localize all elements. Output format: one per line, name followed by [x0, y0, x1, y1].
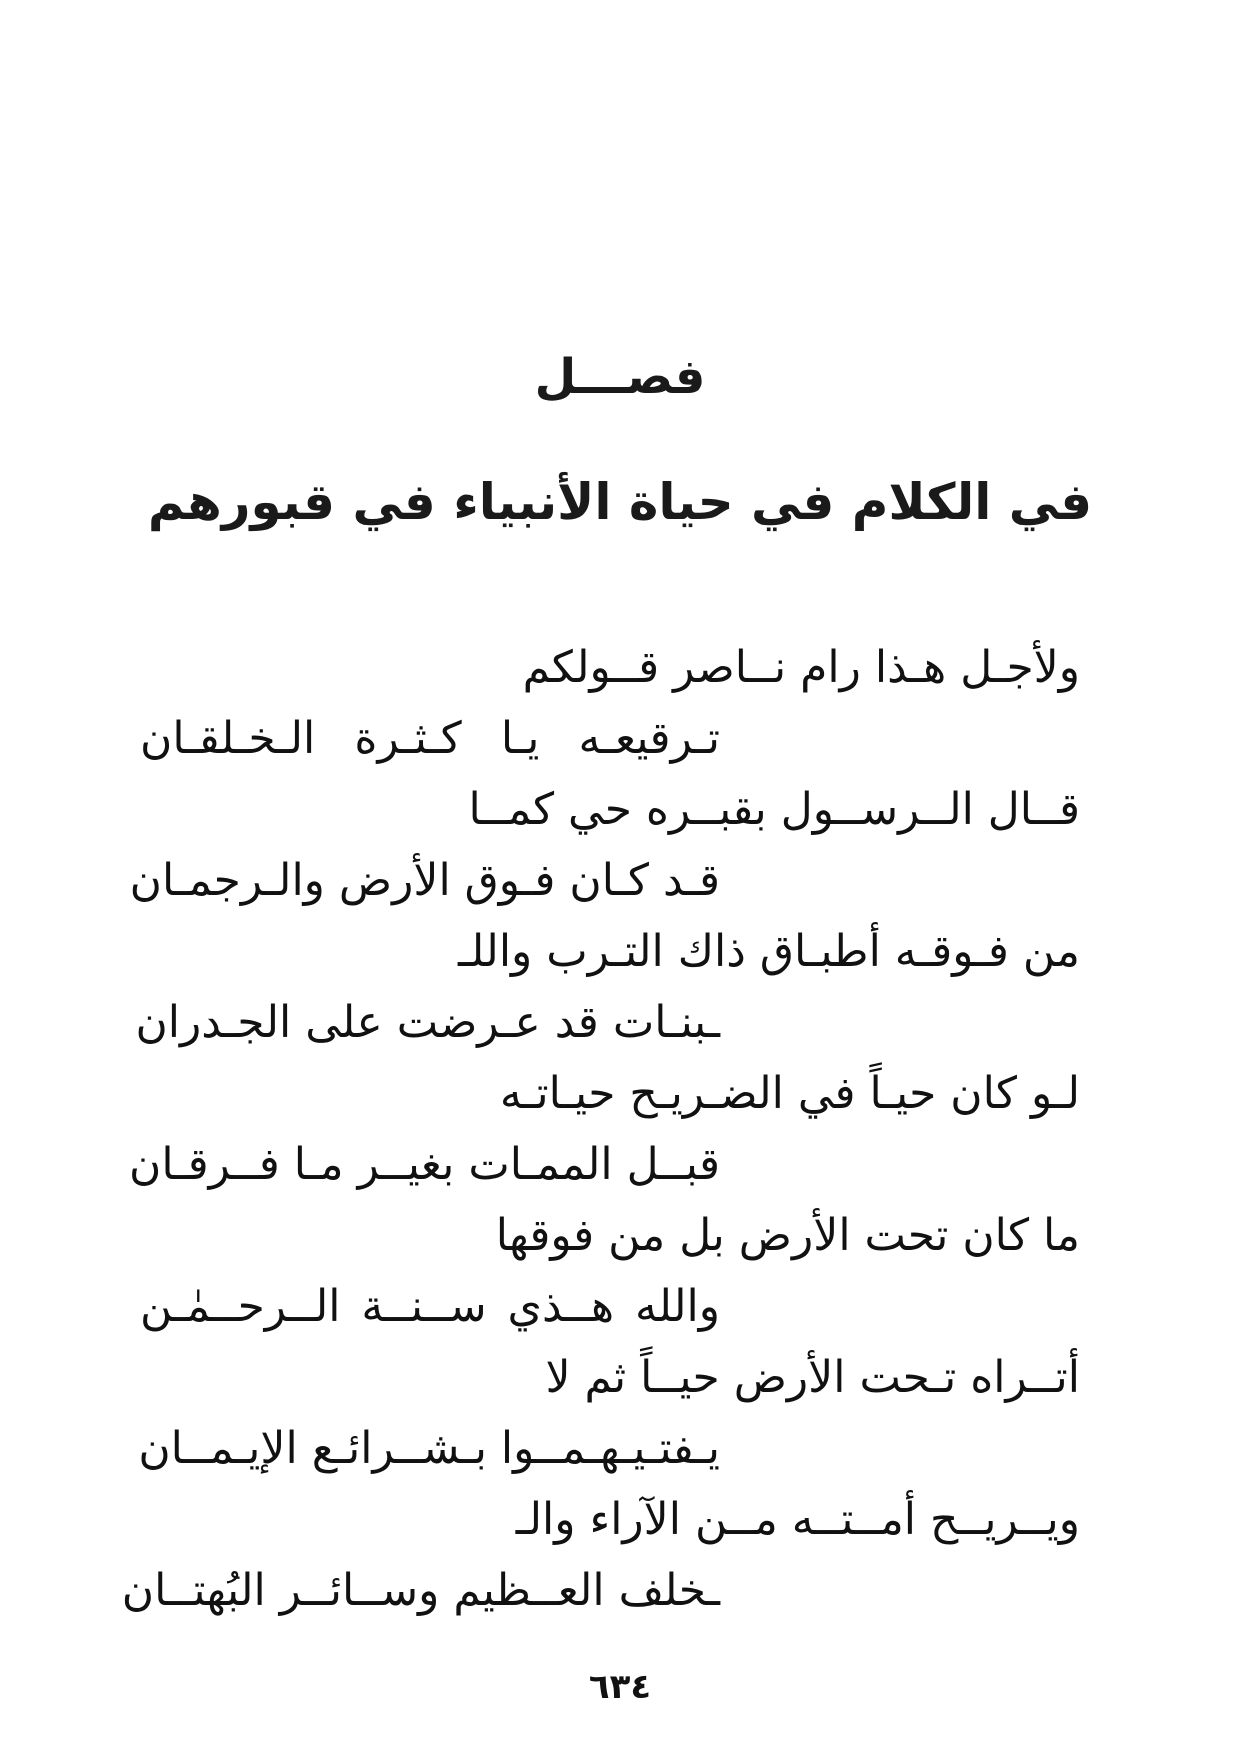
poem: [121, 632, 1080, 1637]
verse-2: [129, 774, 1080, 916]
verse-3: [135, 916, 1080, 1058]
verse-5-first-hemistich: ما كان تحت الأرض بل من فوقها: [495, 1210, 1080, 1261]
verse-7: [121, 1484, 1080, 1626]
verse-4-second-hemistich: قبــل الممـات بغيــر مـا فــرقـان: [129, 1139, 720, 1190]
verse-7-first-hemistich: ويــريــح أمــتــه مــن الآراء والـ: [515, 1494, 1080, 1545]
page-number: ٦٣٤: [588, 1667, 652, 1707]
verse-7-second-hemistich: ـخلف العــظيم وســائــر البُهتــان: [121, 1565, 720, 1616]
verse-6: [140, 1342, 1080, 1484]
verse-4: [129, 1058, 1080, 1200]
verse-3-first-hemistich: من فـوقـه أطبـاق ذاك التـرب واللـ: [457, 926, 1080, 977]
verse-2-second-hemistich: قـد كـان فـوق الأرض والـرجمـان: [129, 855, 720, 906]
section-heading: فصـــل: [534, 349, 706, 405]
verse-1: [140, 632, 1080, 774]
chapter-title: في الكلام في حياة الأنبياء في قبورهم: [147, 473, 1093, 531]
verse-5: [140, 1200, 1080, 1342]
verse-2-first-hemistich: قــال الــرســول بقبــره حي كمــا: [468, 784, 1080, 835]
verse-1-first-hemistich: ولأجـل هـذا رام نــاصر قــولكم: [522, 642, 1080, 693]
verse-5-second-hemistich: والله هــذي ســنــة الــرحــمٰـن: [140, 1281, 720, 1332]
verse-3-second-hemistich: ـبنـات قد عـرضت على الجـدران: [135, 997, 720, 1048]
verse-1-second-hemistich: تـرقيعـه يـا كـثـرة الـخـلقـان: [140, 713, 720, 764]
verse-6-second-hemistich: يـفتـيـهـمــوا بـشــرائـع الإيـمــان: [138, 1423, 720, 1474]
verse-6-first-hemistich: أتــراه تـحت الأرض حيــاً ثم لا: [545, 1352, 1080, 1403]
verse-4-first-hemistich: لـو كان حيـاً في الضـريـح حيـاتـه: [499, 1068, 1080, 1119]
